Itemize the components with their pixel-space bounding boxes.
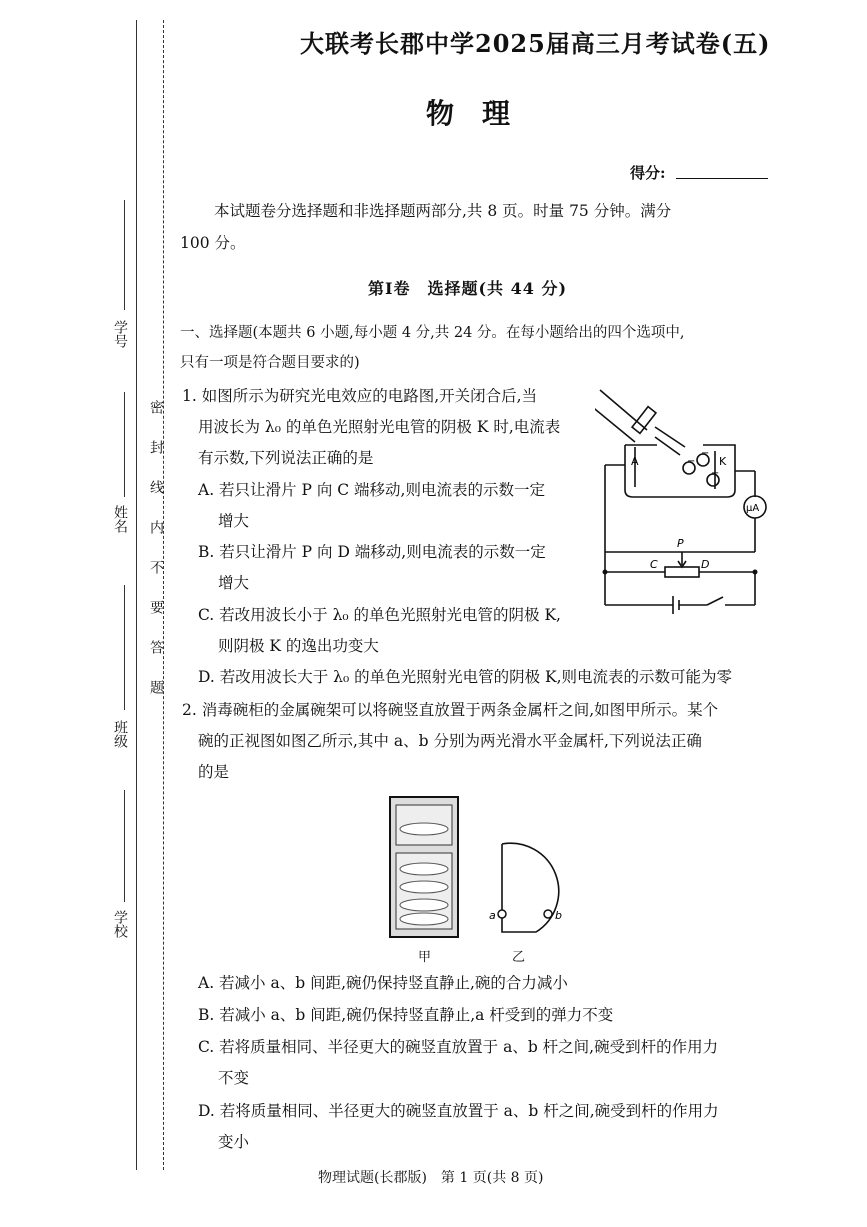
q2-option-a: A. 若减小 a、b 间距,碗仍保持竖直静止,碗的合力减小 (198, 974, 568, 992)
q2-stem-2: 碗的正视图如图乙所示,其中 a、b 分别为两光滑水平金属杆,下列说法正确 (198, 732, 702, 750)
field-label-student-no: 学号 (112, 320, 128, 348)
q1-option-b-1: B. 若只让滑片 P 向 D 端移动,则电流表的示数一定 (198, 543, 546, 561)
label-a: A (631, 455, 639, 468)
seal-notice: 密封线内不要答题 (148, 400, 164, 720)
q1-option-d: D. 若改用波长大于 λ₀ 的单色光照射光电管的阴极 K,则电流表的示数可能为零 (198, 668, 733, 686)
label-c: C (650, 558, 658, 571)
part-instructions-2: 只有一项是符合题目要求的) (180, 355, 360, 371)
label-k: K (719, 455, 727, 468)
q1-circuit-diagram (595, 385, 775, 615)
q2-figure-cabinet (388, 795, 460, 940)
q1-option-a-1: A. 若只让滑片 P 向 C 端移动,则电流表的示数一定 (198, 481, 545, 499)
margin-rule-outer (136, 20, 137, 1170)
q1-stem-2: 用波长为 λ₀ 的单色光照射光电管的阴极 K 时,电流表 (198, 418, 561, 436)
q2-option-c-2: 不变 (218, 1069, 250, 1087)
label-d: D (701, 558, 710, 571)
field-line-student-no[interactable] (124, 200, 125, 310)
page-footer: 物理试题(长郡版) 第 1 页(共 8 页) (318, 1170, 544, 1186)
label-b-rod: b (555, 909, 562, 922)
q2-option-b: B. 若减小 a、b 间距,碗仍保持竖直静止,a 杆受到的弹力不变 (198, 1006, 614, 1024)
field-line-name[interactable] (124, 392, 125, 497)
q2-stem-3: 的是 (198, 763, 230, 781)
q2-option-c-1: C. 若将质量相同、半径更大的碗竖直放置于 a、b 杆之间,碗受到杆的作用力 (198, 1038, 719, 1056)
field-line-class[interactable] (124, 585, 125, 710)
field-label-name: 姓名 (112, 505, 128, 533)
switch (707, 597, 723, 605)
intro-line-2: 100 分。 (180, 234, 246, 252)
exam-title: 大联考长郡中学2025届高三月考试卷(五) (300, 29, 771, 58)
q1-option-a-2: 增大 (218, 512, 250, 530)
label-p: P (677, 537, 684, 550)
rheostat (665, 567, 699, 577)
rod-b (544, 910, 552, 918)
svg-text:−: − (701, 448, 710, 459)
intro-line-1: 本试题卷分选择题和非选择题两部分,共 8 页。时量 75 分钟。满分 (214, 202, 672, 220)
field-label-school: 学校 (112, 910, 128, 938)
part-instructions-1: 一、选择题(本题共 6 小题,每小题 4 分,共 24 分。在每小题给出的四个选项中, (180, 325, 685, 341)
q1-option-b-2: 增大 (218, 574, 250, 592)
q2-stem-1: 2. 消毒碗柜的金属碗架可以将碗竖直放置于两条金属杆之间,如图甲所示。某个 (182, 701, 719, 719)
score-label: 得分: (630, 164, 666, 182)
svg-text:−: − (711, 468, 720, 479)
field-label-class: 班级 (112, 720, 128, 748)
label-a-rod: a (489, 909, 496, 922)
q2-option-d-1: D. 若将质量相同、半径更大的碗竖直放置于 a、b 杆之间,碗受到杆的作用力 (198, 1102, 719, 1120)
svg-text:−: − (687, 456, 696, 467)
q2-option-d-2: 变小 (218, 1133, 250, 1151)
section-title: 第Ⅰ卷 选择题(共 44 分) (368, 279, 568, 298)
field-line-school[interactable] (124, 790, 125, 902)
q2-figure-bowl (480, 838, 570, 938)
rod-a (498, 910, 506, 918)
bowl-outline (502, 843, 559, 932)
q1-option-c-2: 则阴极 K 的逸出功变大 (218, 637, 379, 655)
label-meter: μA (746, 503, 760, 514)
score-field[interactable] (676, 178, 768, 179)
q2-label-jia: 甲 (418, 950, 432, 965)
light-tube-edge-top (600, 390, 647, 430)
q1-stem-3: 有示数,下列说法正确的是 (198, 449, 374, 467)
subject-title: 物理 (426, 97, 539, 130)
q2-label-yi: 乙 (512, 950, 526, 965)
q1-stem-1: 1. 如图所示为研究光电效应的电路图,开关闭合后,当 (182, 387, 538, 405)
q1-option-c-1: C. 若改用波长小于 λ₀ 的单色光照射光电管的阴极 K, (198, 606, 561, 624)
